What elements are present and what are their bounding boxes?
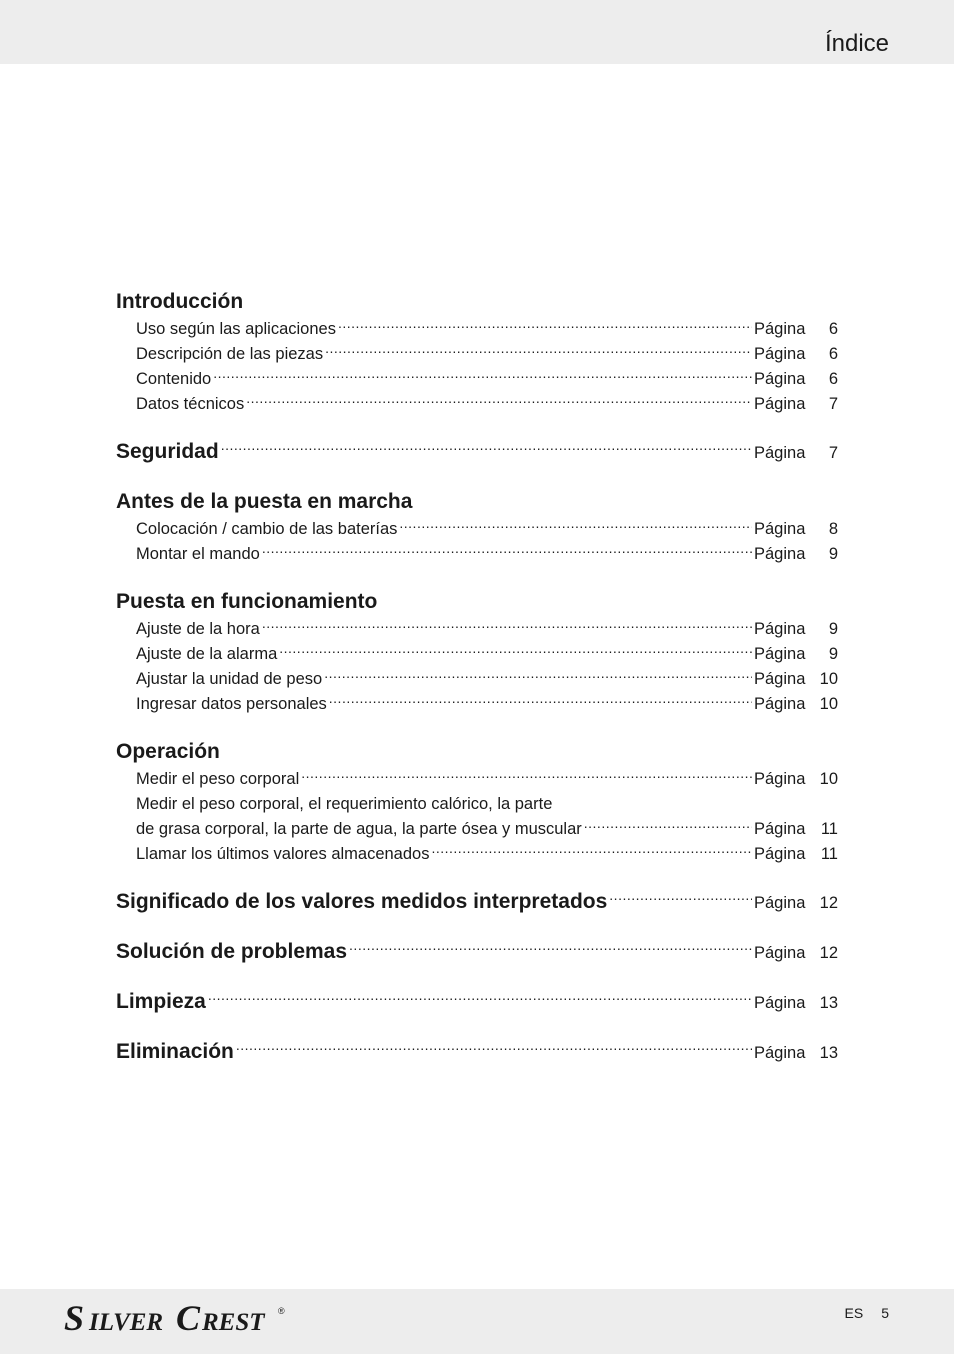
- page-ref-number: 10: [819, 695, 838, 713]
- entry-text: Ajuste de la hora: [136, 620, 260, 638]
- page-ref-number: 11: [820, 820, 838, 838]
- dot-leader: [399, 518, 752, 535]
- page-ref-number: 7: [828, 444, 838, 462]
- svg-text:REST: REST: [202, 1309, 265, 1336]
- dot-leader: [301, 768, 752, 785]
- entry-text: Descripción de las piezas: [136, 345, 324, 363]
- toc-section: [116, 487, 838, 567]
- entry-text: Uso según las aplicaciones: [136, 320, 336, 338]
- toc-entry: [116, 667, 838, 692]
- toc-entry: [116, 817, 838, 842]
- page-label: Página: [754, 620, 806, 638]
- page-number: 5: [881, 1305, 889, 1321]
- dot-leader: [262, 543, 752, 560]
- entry-text: Ingresar datos personales: [136, 695, 327, 713]
- page-ref-number: 9: [828, 645, 838, 663]
- page-ref-number: 10: [819, 670, 838, 688]
- svg-text:ILVER: ILVER: [89, 1309, 164, 1336]
- dot-leader: [213, 368, 752, 385]
- page-ref-number: 10: [819, 770, 838, 788]
- dot-leader: [279, 643, 752, 660]
- toc-section: [116, 437, 838, 467]
- toc-entry: [116, 392, 838, 417]
- language-code: ES: [844, 1305, 864, 1321]
- page-label: Página: [754, 845, 806, 863]
- entry-text: Datos técnicos: [136, 395, 245, 413]
- page-label: Página: [754, 545, 806, 563]
- svg-text:C: C: [176, 1300, 201, 1336]
- entry-text: Colocación / cambio de las baterías: [136, 520, 398, 538]
- dot-leader: [208, 987, 752, 1008]
- toc-entry: [116, 367, 838, 392]
- entry-text: Medir el peso corporal: [136, 770, 300, 788]
- silvercrest-logo: [64, 1300, 294, 1336]
- dot-leader: [262, 618, 752, 635]
- page-title: Índice: [824, 30, 889, 57]
- page-label: Página: [754, 395, 806, 413]
- page-ref-number: 13: [819, 1044, 838, 1062]
- page-label: Página: [754, 944, 806, 962]
- entry-text: Ajuste de la alarma: [136, 645, 278, 663]
- toc-section: [116, 987, 838, 1017]
- page-label: Página: [754, 444, 806, 462]
- dot-leader: [609, 887, 752, 908]
- page-label: Página: [754, 520, 806, 538]
- toc-entry: [116, 842, 838, 867]
- svg-text:®: ®: [278, 1306, 285, 1316]
- page-label: Página: [754, 370, 806, 388]
- page-ref-number: 7: [828, 395, 838, 413]
- page-label: Página: [754, 345, 806, 363]
- table-of-contents: [116, 287, 838, 1067]
- page-ref-number: 12: [819, 894, 838, 912]
- section-heading: [116, 1037, 838, 1067]
- entry-text: Montar el mando: [136, 545, 260, 563]
- section-heading: [116, 937, 838, 967]
- toc-entry: [116, 617, 838, 642]
- page-ref-number: 12: [819, 944, 838, 962]
- toc-entry: [116, 767, 838, 792]
- dot-leader: [246, 393, 752, 410]
- entry-text: Medir el peso corporal, el requerimiento calórico, la parte: [136, 795, 553, 813]
- section-title: Antes de la puesta en marcha: [116, 490, 413, 513]
- section-title: Introducción: [116, 290, 244, 313]
- entry-text: Llamar los últimos valores almacenados: [136, 845, 430, 863]
- page-label: Página: [754, 695, 806, 713]
- toc-entry: [116, 792, 838, 817]
- section-heading: [116, 987, 838, 1017]
- toc-section: [116, 737, 838, 867]
- section-heading: [116, 587, 838, 617]
- page-label: Página: [754, 320, 806, 338]
- header-band: [0, 0, 954, 64]
- dot-leader: [349, 937, 752, 958]
- page-ref-number: 13: [819, 994, 838, 1012]
- dot-leader: [329, 693, 752, 710]
- section-title: Seguridad: [116, 440, 219, 463]
- section-heading: [116, 437, 838, 467]
- page-label: Página: [754, 645, 806, 663]
- page-ref-number: 8: [828, 520, 838, 538]
- section-heading: [116, 487, 838, 517]
- page-ref-number: 11: [820, 845, 838, 863]
- toc-section: [116, 587, 838, 717]
- section-title: Significado de los valores medidos interpretados: [116, 890, 608, 913]
- entry-text: de grasa corporal, la parte de agua, la parte ósea y muscular: [136, 820, 582, 838]
- toc-entry: [116, 542, 838, 567]
- page-label: Página: [754, 670, 806, 688]
- entry-text: Ajustar la unidad de peso: [136, 670, 323, 688]
- toc-section: [116, 287, 838, 417]
- dot-leader: [431, 843, 752, 860]
- section-heading: [116, 287, 838, 317]
- section-title: Eliminación: [116, 1040, 234, 1063]
- dot-leader: [325, 343, 752, 360]
- toc-entry: [116, 642, 838, 667]
- toc-section: [116, 1037, 838, 1067]
- section-title: Solución de problemas: [116, 940, 348, 963]
- toc-section: [116, 937, 838, 967]
- dot-leader: [338, 318, 752, 335]
- section-heading: [116, 887, 838, 917]
- toc-section: [116, 887, 838, 917]
- section-heading: [116, 737, 838, 767]
- page-label: Página: [754, 894, 806, 912]
- section-title: Operación: [116, 740, 220, 763]
- svg-text:S: S: [64, 1300, 85, 1336]
- page-label: Página: [754, 994, 806, 1012]
- toc-entry: [116, 517, 838, 542]
- entry-text: Contenido: [136, 370, 212, 388]
- dot-leader: [221, 437, 752, 458]
- page-ref-number: 6: [828, 345, 838, 363]
- section-title: Puesta en funcionamiento: [116, 590, 378, 613]
- page-ref-number: 9: [828, 545, 838, 563]
- page-ref-number: 6: [828, 320, 838, 338]
- dot-leader: [584, 818, 752, 835]
- toc-entry: [116, 692, 838, 717]
- section-title: Limpieza: [116, 990, 206, 1013]
- dot-leader: [324, 668, 752, 685]
- page-ref-number: 6: [828, 370, 838, 388]
- page-reference: [845, 1305, 889, 1321]
- dot-leader: [236, 1037, 752, 1058]
- page-label: Página: [754, 1044, 806, 1062]
- toc-entry: [116, 342, 838, 367]
- page-label: Página: [754, 820, 806, 838]
- toc-entry: [116, 317, 838, 342]
- page-label: Página: [754, 770, 806, 788]
- page-ref-number: 9: [828, 620, 838, 638]
